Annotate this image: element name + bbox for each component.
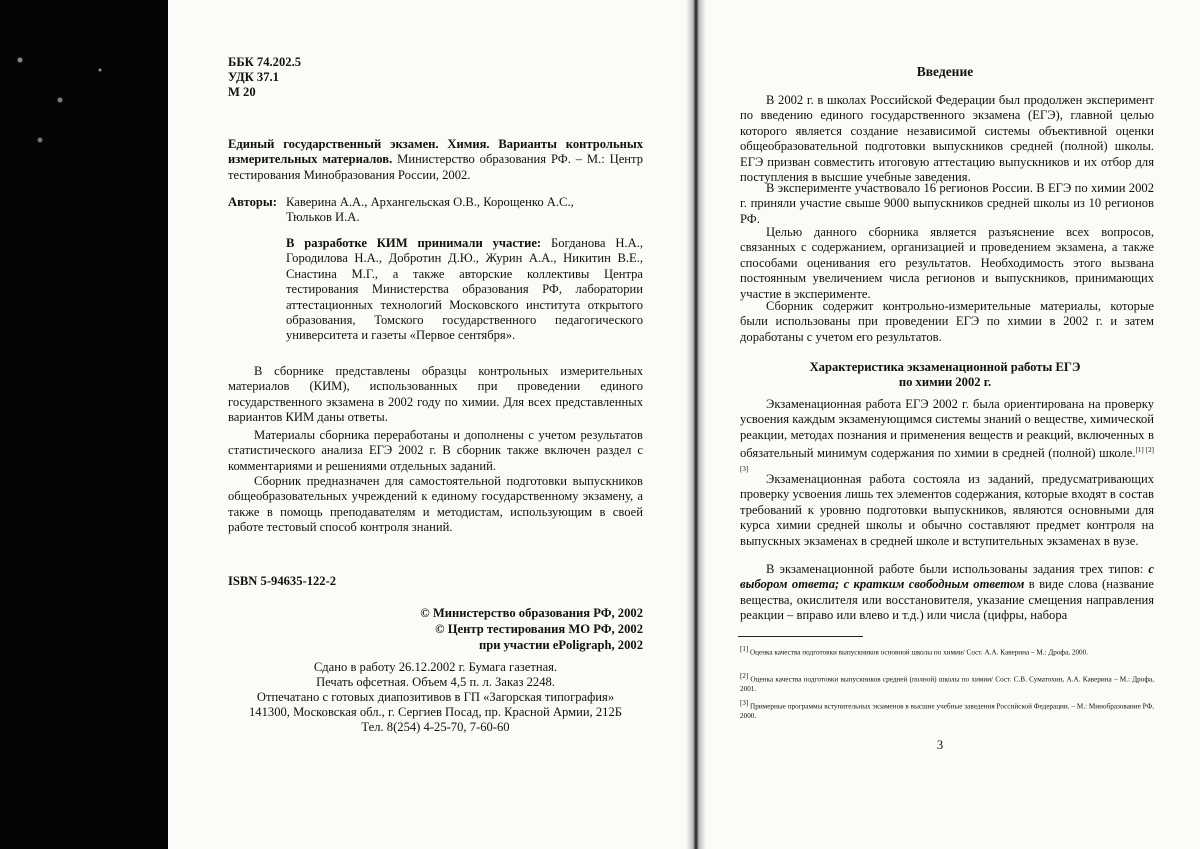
- footnote-1-mark: [1]: [740, 645, 749, 653]
- kim-contributors: [286, 236, 643, 344]
- subheading-line-2: по химии 2002 г.: [898, 375, 992, 389]
- footnote-separator: [738, 636, 863, 637]
- kim-label: В разработке КИМ принимали участие:: [286, 236, 542, 250]
- imprint-line-2: Печать офсетная. Объем 4,5 п. л. Заказ 2248.: [316, 675, 555, 689]
- page-number: 3: [936, 738, 944, 752]
- exam-paragraph-1-text: Экзаменационная работа ЕГЭ 2002 г. была ориентирована на проверку усвоения каждым экзаменующимся системы знаний о веществе, химической реакции, методах познания и применения веществ и реакций, включенных в обязательный минимум содержания по химии в средней (полной) школе.: [740, 397, 1154, 461]
- footnote-2: [740, 671, 1154, 694]
- footnote-2-text: Оценка качества подготовки выпускников средней (полной) школы по химии/ Сост. С.В. Суматохин, А.А. Каверина – М.: Дрофа, 2001.: [740, 675, 1154, 694]
- exam-paragraph-1: [740, 397, 1154, 480]
- section-heading-introduction: Введение: [916, 64, 974, 79]
- abstract-paragraph-1: В сборнике представлены образцы контрольных измерительных материалов (КИМ), использованных при проведении единого государственного экзамена в 2002 году по химии. Для всех представленных вариантов КИМ даны ответы.: [228, 364, 643, 425]
- author-mark: М 20: [228, 85, 256, 99]
- title-rest: Министерство образования РФ. – М.: Центр тестирования Минобразования России, 2002.: [228, 152, 643, 182]
- exam-paragraph-3-start: В экзаменационной работе были использованы задания трех типов:: [766, 562, 1149, 576]
- exam-paragraph-3-rest: в виде слова (название вещества, окислителя или восстановителя, указание смещения направления реакции – вправо или влево и т.д.) или числа (цифры, набора: [740, 577, 1154, 623]
- imprint-line-3: Отпечатано с готовых диапозитивов в ГП «Загорская типография»: [256, 690, 615, 704]
- book-gutter: [686, 0, 706, 849]
- imprint-line-5: Тел. 8(254) 4-25-70, 7-60-60: [361, 720, 510, 734]
- intro-paragraph-2: В эксперименте участвовало 16 регионов России. В ЕГЭ по химии 2002 г. приняли участие свыше 9000 выпускников средней школы из 10 регионов РФ.: [740, 181, 1154, 226]
- copyright-ministry: © Министерство образования РФ, 2002: [420, 606, 643, 620]
- copyright-center: © Центр тестирования МО РФ, 2002: [435, 622, 643, 636]
- bibliographic-title: [228, 137, 643, 183]
- subheading-line-1: Характеристика экзаменационной работы ЕГЭ: [809, 360, 1081, 374]
- copyright-epoligraph: при участии ePoligraph, 2002: [478, 638, 643, 652]
- task-types-emphasis: с выбором ответа; с кратким свободным ответом: [740, 562, 1154, 592]
- imprint-line-1: Сдано в работу 26.12.2002 г. Бумага газетная.: [313, 660, 558, 674]
- footnote-3: [740, 698, 1154, 721]
- footnote-3-mark: [3]: [740, 699, 749, 707]
- exam-paragraph-2: Экзаменационная работа состояла из заданий, предусматривающих проверку усвоения лишь тех элементов содержания, которые входят в состав требований к уровню подготовки выпускников, являются основными для курса химии средней школы и обычно составляют предмет контроля на выпускных экзаменах в средней школе и вступительных экзаменах в вузе.: [740, 472, 1154, 548]
- kim-list: Богданова Н.А., Городилова Н.А., Добротин Д.Ю., Журин А.А., Никитин В.Е., Снастина М.Г., а также авторские коллективы Центра тестирования Министерства образования РФ, лаборатории аттестационных технологий Московского института открытого образования, Томского государственного педагогического университета и газеты «Первое сентября».: [286, 236, 644, 343]
- exam-paragraph-3: [740, 562, 1154, 624]
- footnote-refs: [1] [2] [3]: [740, 446, 1155, 473]
- footnote-3-text: Примерные программы вступительных экзаменов в высшие учебные заведения Российской Федерации. – М.: Минобразование РФ, 2000.: [740, 702, 1154, 721]
- intro-paragraph-1: В 2002 г. в школах Российской Федерации был продолжен эксперимент по введению единого государственного экзамена (ЕГЭ), главной целью которого является создание независимой системы объективной оценки общеобразовательной подготовки выпускников средней (полной) школы. ЕГЭ призван совместить итоговую аттестацию выпускников и их отбор для поступления в высшие учебные заведения.: [740, 93, 1154, 185]
- bbk-code: ББК 74.202.5: [228, 55, 302, 69]
- footnote-1: [740, 644, 1154, 657]
- udk-code: УДК 37.1: [228, 70, 279, 84]
- intro-paragraph-4: Сборник содержит контрольно-измерительные материалы, которые были использованы при проведении ЕГЭ по химии в 2002 г. и затем доработаны с учетом его результатов.: [740, 299, 1154, 344]
- abstract-paragraph-3: Сборник предназначен для самостоятельной подготовки выпускников общеобразовательных учреждений к единому государственному экзамену, а также в помощь преподавателям и методистам, использующим в своей работе тестовый способ контроля знаний.: [228, 474, 643, 535]
- abstract-paragraph-2: Материалы сборника переработаны и дополнены с учетом результатов статистического анализа ЕГЭ 2002 г. В сборник также включен раздел с комментариями и решениями отдельных заданий.: [228, 428, 643, 473]
- title-bold: Единый государственный экзамен. Химия. Варианты контрольных измерительных материалов.: [228, 137, 643, 167]
- scan-noise: [0, 30, 140, 160]
- footnote-1-text: Оценка качества подготовки выпускников основной школы по химии/ Сост. А.А. Каверина – М.: Дрофа, 2000.: [748, 648, 1089, 657]
- imprint-line-4: 141300, Московская обл., г. Сергиев Посад, пр. Красной Армии, 212Б: [249, 705, 622, 719]
- isbn: ISBN 5-94635-122-2: [228, 574, 337, 588]
- footnote-2-mark: [2]: [740, 672, 749, 680]
- intro-paragraph-3: Целью данного сборника является разъяснение всех вопросов, связанных с содержанием, организацией и проведением экзамена, а также способами оценивания его результатов. Необходимость этого вызвана постоянным увеличением числа регионов и выпускников, принимающих участие в эксперименте.: [740, 225, 1154, 301]
- authors-label: Авторы:: [228, 195, 277, 209]
- authors-list: Каверина А.А., Архангельская О.В., Корощенко А.С., Тюльков И.А.: [286, 195, 574, 225]
